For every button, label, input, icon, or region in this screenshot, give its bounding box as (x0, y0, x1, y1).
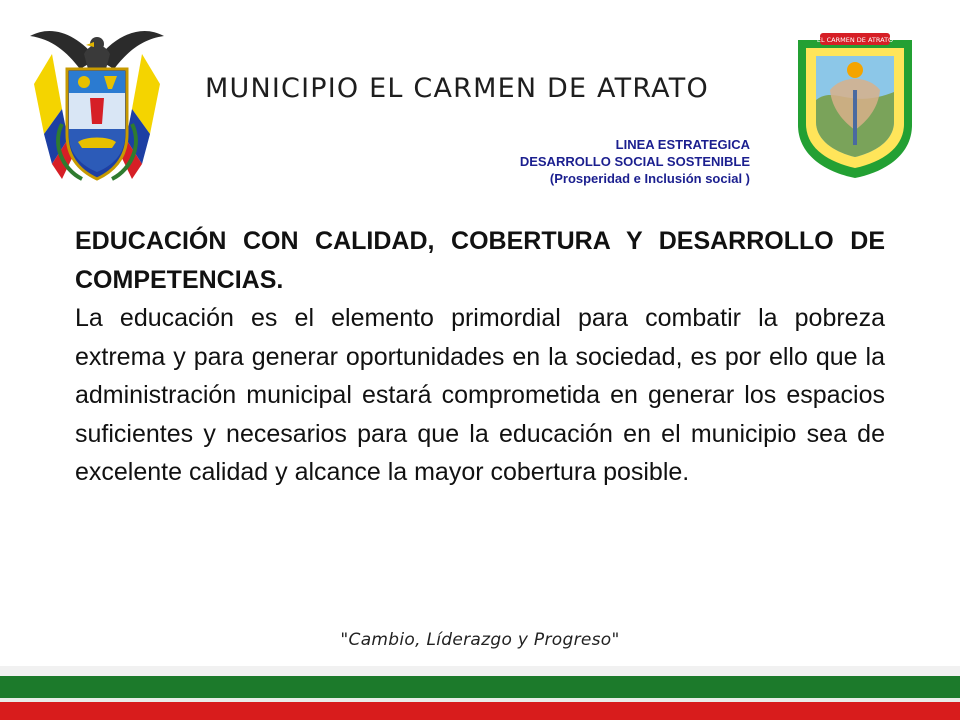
strategic-line-block (520, 136, 750, 187)
footer-band-green (0, 676, 960, 698)
strategy-line-name: DESARROLLO SOCIAL SOSTENIBLE (519, 154, 750, 169)
strategy-line-subtitle: (Prosperidad e Inclusión social ) (549, 171, 750, 186)
municipality-title: MUNICIPIO EL CARMEN DE ATRATO (205, 73, 709, 104)
section-body: La educación es el elemento primordial para combatir la pobreza extrema y para generar oportunidades en la sociedad, es por ello que la administración municipal estará comprometida en generar los espacios suficientes y necesarios para que la educación en el municipio sea de excelente calidad y alcance la mayor cobertura posible. (75, 304, 885, 486)
main-content (75, 222, 885, 492)
emblem-banner-text: EL CARMEN DE ATRATO (816, 36, 894, 44)
section-heading: EDUCACIÓN CON CALIDAD, COBERTURA Y DESARROLLO DE COMPETENCIAS. (75, 227, 885, 294)
footer-band-red (0, 702, 960, 720)
colombia-coat-of-arms-icon (22, 14, 172, 189)
motto-text: "Cambio, Líderazgo y Progreso" (340, 630, 620, 650)
municipal-shield-icon (790, 30, 920, 180)
footer-band-light (0, 666, 960, 676)
strategy-line-title: LINEA ESTRATEGICA (615, 137, 750, 152)
